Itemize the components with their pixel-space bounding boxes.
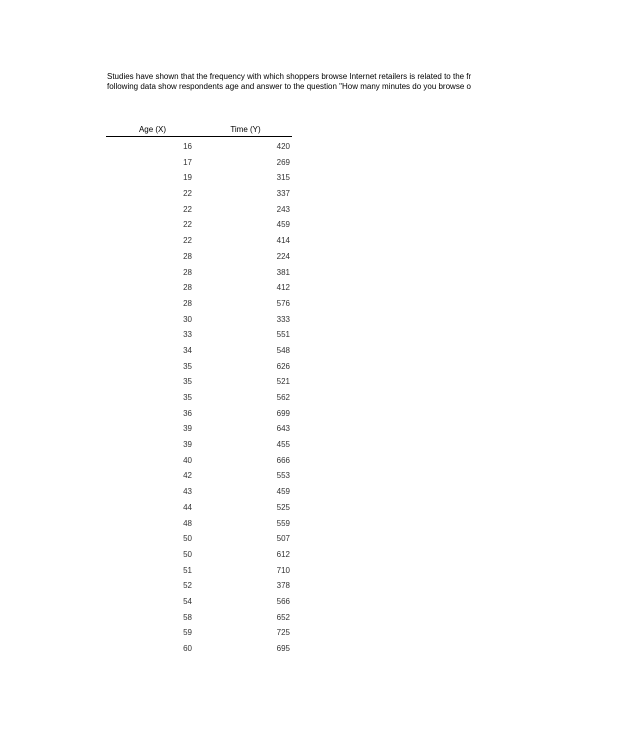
age-cell: 22: [183, 220, 192, 230]
time-cell: 269: [276, 157, 290, 167]
age-cell: 22: [183, 236, 192, 246]
time-cell: 333: [276, 314, 290, 324]
time-cell: 710: [276, 565, 290, 575]
table-row: [106, 594, 292, 610]
table-row: [106, 265, 292, 281]
table-row: [106, 390, 292, 406]
table-row: [106, 484, 292, 500]
time-cell: 420: [276, 142, 290, 151]
time-cell: 548: [276, 345, 290, 355]
table-row: [106, 359, 292, 375]
table-row: [106, 421, 292, 437]
time-cell: 507: [276, 534, 290, 544]
age-cell: 40: [183, 455, 192, 465]
table-row: [106, 170, 292, 186]
table-row: [106, 343, 292, 359]
table-row: [106, 406, 292, 422]
time-cell: 699: [276, 408, 290, 418]
age-cell: 39: [183, 440, 192, 450]
age-cell: 43: [183, 487, 192, 497]
age-cell: 35: [183, 377, 192, 387]
age-cell: 16: [183, 142, 192, 151]
table-row: [106, 186, 292, 202]
table-row: [106, 280, 292, 296]
table-row: [106, 453, 292, 469]
table-row: [106, 233, 292, 249]
table-row: [106, 625, 292, 641]
table-row: [106, 578, 292, 594]
age-cell: 44: [183, 502, 192, 512]
table-row: [106, 610, 292, 626]
time-cell: 566: [276, 596, 290, 606]
time-cell: 695: [276, 644, 290, 653]
time-cell: 576: [276, 298, 290, 308]
age-cell: 36: [183, 408, 192, 418]
age-cell: 17: [183, 157, 192, 167]
age-column-header: Age (X): [138, 125, 167, 134]
table-row: [106, 202, 292, 218]
age-cell: 51: [183, 565, 192, 575]
table-row: [106, 217, 292, 233]
table-row: [106, 547, 292, 563]
table-row: [106, 312, 292, 328]
age-cell: 50: [183, 549, 192, 559]
age-cell: 42: [183, 471, 192, 481]
age-cell: 33: [183, 330, 192, 340]
time-cell: 666: [276, 455, 290, 465]
table-row: [106, 468, 292, 484]
table-row: [106, 155, 292, 171]
time-cell: 315: [276, 173, 290, 183]
time-column-header: Time (Y): [230, 125, 261, 134]
table-row: [106, 516, 292, 532]
time-cell: 378: [276, 581, 290, 591]
intro-line-1: Studies have shown that the frequency with which shoppers browse Internet retailers is related to the fr: [107, 72, 472, 81]
age-cell: 30: [183, 314, 192, 324]
table-row: [106, 374, 292, 390]
time-cell: 412: [276, 283, 290, 293]
time-cell: 455: [276, 440, 290, 450]
time-cell: 562: [276, 393, 290, 402]
table-row: [106, 327, 292, 343]
table-row: [106, 531, 292, 547]
age-cell: 28: [183, 267, 192, 277]
table-header: [106, 124, 292, 137]
age-cell: 28: [183, 298, 192, 308]
time-cell: 459: [276, 487, 290, 497]
age-cell: 35: [183, 361, 192, 371]
table-row: [106, 563, 292, 579]
age-cell: 22: [183, 189, 192, 199]
data-table: [106, 124, 292, 657]
time-cell: 725: [276, 628, 290, 638]
age-cell: 52: [183, 581, 192, 591]
table-body: [106, 137, 292, 657]
time-cell: 243: [276, 204, 290, 214]
age-cell: 59: [183, 628, 192, 638]
time-cell: 224: [276, 251, 290, 261]
time-cell: 559: [276, 518, 290, 528]
age-cell: 54: [183, 596, 192, 606]
table-row: [106, 641, 292, 657]
time-cell: 612: [276, 549, 290, 559]
age-cell: 60: [183, 644, 192, 653]
age-cell: 19: [183, 173, 192, 183]
time-cell: 652: [276, 612, 290, 622]
age-cell: 48: [183, 518, 192, 528]
time-cell: 553: [276, 471, 290, 481]
time-cell: 337: [276, 189, 290, 199]
age-cell: 22: [183, 204, 192, 214]
intro-line-2: following data show respondents age and answer to the question "How many minutes do you browse o: [107, 82, 471, 91]
time-cell: 643: [276, 424, 290, 434]
age-cell: 34: [183, 345, 192, 355]
table-row: [106, 249, 292, 265]
time-cell: 381: [276, 267, 290, 277]
age-cell: 39: [183, 424, 192, 434]
age-cell: 28: [183, 283, 192, 293]
age-cell: 35: [183, 393, 192, 402]
time-cell: 414: [276, 236, 290, 246]
age-cell: 28: [183, 251, 192, 261]
time-cell: 459: [276, 220, 290, 230]
age-cell: 58: [183, 612, 192, 622]
table-row: [106, 437, 292, 453]
table-row: [106, 139, 292, 155]
table-row: [106, 296, 292, 312]
time-cell: 521: [276, 377, 290, 387]
intro-text: [107, 72, 640, 92]
age-cell: 50: [183, 534, 192, 544]
time-cell: 626: [276, 361, 290, 371]
time-cell: 551: [276, 330, 290, 340]
table-row: [106, 500, 292, 516]
time-cell: 525: [276, 502, 290, 512]
